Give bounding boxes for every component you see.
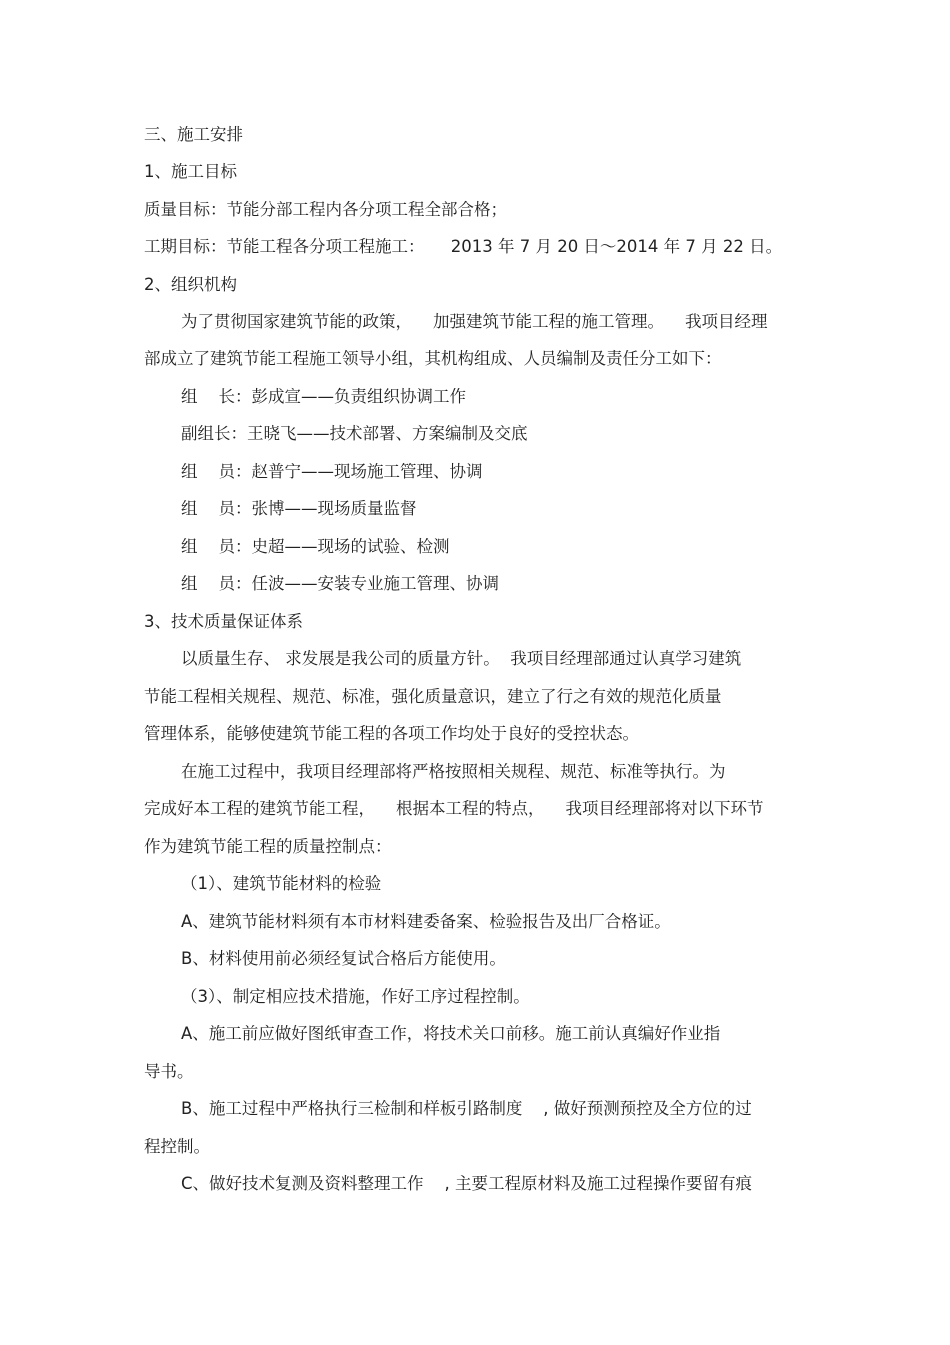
paragraph-line: 节能工程相关规程、规范、标准，强化质量意识，建立了行之有效的规范化质量 xyxy=(144,687,722,706)
paragraph-line: 在施工过程中，我项目经理部将严格按照相关规程、规范、标准等执行。为 xyxy=(181,762,726,781)
paragraph-line: 作为建筑节能工程的质量控制点： xyxy=(144,837,392,856)
member-line: 组 员：赵普宁——现场施工管理、协调 xyxy=(181,462,483,481)
section-title: 三、施工安排 xyxy=(144,125,243,144)
item-line: C、做好技术复测及资料整理工作 , 主要工程原材料及施工过程操作要留有痕 xyxy=(181,1174,752,1193)
quality-goal: 质量目标：节能分部工程内各分项工程全部合格； xyxy=(144,200,507,219)
item-heading: （1）、建筑节能材料的检验 xyxy=(181,874,382,893)
item-line: 导书。 xyxy=(144,1062,194,1081)
paragraph-line: 管理体系，能够使建筑节能工程的各项工作均处于良好的受控状态。 xyxy=(144,724,639,743)
member-line: 组 员：史超——现场的试验、检测 xyxy=(181,537,450,556)
goals-heading: 1、施工目标 xyxy=(144,162,237,181)
member-line: 组 长：彭成宣——负责组织协调工作 xyxy=(181,387,466,406)
item-line: 程控制。 xyxy=(144,1137,210,1156)
member-line: 副组长：王晓飞——技术部署、方案编制及交底 xyxy=(181,424,528,443)
paragraph-line: 完成好本工程的建筑节能工程， 根据本工程的特点， 我项目经理部将对以下环节 xyxy=(144,799,764,818)
item-heading: （3）、制定相应技术措施，作好工序过程控制。 xyxy=(181,987,530,1006)
member-line: 组 员：任波——安装专业施工管理、协调 xyxy=(181,574,499,593)
quality-system-heading: 3、技术质量保证体系 xyxy=(144,612,303,631)
item-line: A、建筑节能材料须有本市材料建委备案、检验报告及出厂合格证。 xyxy=(181,912,671,931)
schedule-goal: 工期目标：节能工程各分项工程施工： 2013 年 7 月 20 日～2014 年 7 月 22 日。 xyxy=(144,237,783,256)
organization-intro-line: 部成立了建筑节能工程施工领导小组，其机构组成、人员编制及责任分工如下： xyxy=(144,349,722,368)
item-line: A、施工前应做好图纸审查工作，将技术关口前移。施工前认真编好作业指 xyxy=(181,1024,721,1043)
organization-intro-line: 为了贯彻国家建筑节能的政策， 加强建筑节能工程的施工管理。 我项目经理 xyxy=(181,312,768,331)
item-line: B、材料使用前必须经复试合格后方能使用。 xyxy=(181,949,506,968)
organization-heading: 2、组织机构 xyxy=(144,275,237,294)
paragraph-line: 以质量生存、 求发展是我公司的质量方针。 我项目经理部通过认真学习建筑 xyxy=(181,649,742,668)
member-line: 组 员：张博——现场质量监督 xyxy=(181,499,417,518)
item-line: B、施工过程中严格执行三检制和样板引路制度 , 做好预测预控及全方位的过 xyxy=(181,1099,752,1118)
